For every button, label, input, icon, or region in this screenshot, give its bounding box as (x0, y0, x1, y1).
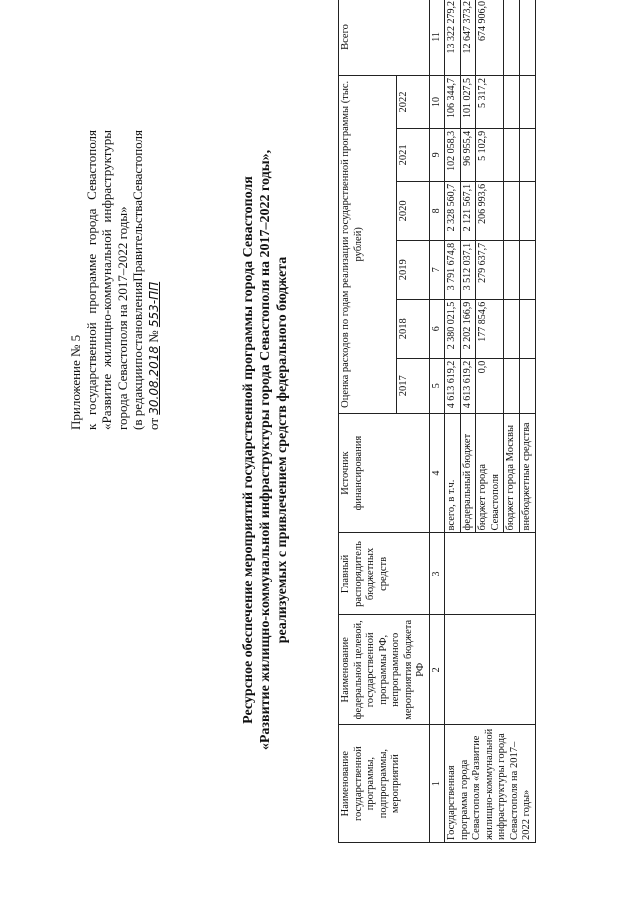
header-total: Всего (339, 0, 430, 75)
value-cell: 102 058,3 (445, 128, 461, 181)
column-number: 9 (429, 128, 445, 181)
title-line: Ресурсное обеспечение мероприятий государственной программы города Севастополя (241, 176, 256, 724)
value-cell: 13 322 279,2 (445, 0, 461, 75)
value-cell (519, 0, 535, 75)
annex-word: постановления (130, 281, 145, 365)
value-cell: 106 344,7 (445, 75, 461, 128)
value-cell: 2 380 021,5 (445, 299, 461, 358)
value-cell: 2 121 567,1 (460, 181, 476, 240)
resource-table (338, 0, 536, 843)
value-cell: 4 613 619,2 (445, 358, 461, 413)
value-cell: 4 613 619,2 (460, 358, 476, 413)
column-number: 2 (429, 615, 445, 725)
source-cell: федеральный бюджет (460, 413, 476, 533)
column-number: 7 (429, 240, 445, 299)
title-line: «Развитие жилищно-коммунальной инфраструктуры города Севастополя на 2017–2022 годы», (258, 149, 273, 751)
header-program-name: Наименование государственной программы, подпрограммы, мероприятий (339, 725, 430, 843)
table-row (445, 0, 461, 843)
value-cell (519, 128, 535, 181)
annex-word: Севастополя (83, 130, 99, 200)
annex-word: к (83, 423, 99, 430)
value-cell (519, 240, 535, 299)
program-name-cell: Государственная программа города Севастополя «Развитие жилищно-коммунальной инфраструктуры города Севастополя на 2017–2022 годы» (445, 725, 536, 843)
value-cell (519, 358, 535, 413)
annex-word: программе (83, 253, 99, 314)
header-budget-manager: Главный распорядитель бюджетных средств (339, 533, 430, 615)
value-cell: 5 102,9 (476, 128, 504, 181)
title-line: реализуемых с привлечением средств федерального бюджета (275, 256, 290, 644)
header-year: 2021 (397, 128, 429, 181)
annex-word: жилищно-коммунальной (99, 229, 114, 368)
source-cell: всего, в т.ч. (445, 413, 461, 533)
value-cell: 2 202 166,9 (460, 299, 476, 358)
header-funding-source: Источник финансирования (339, 413, 430, 533)
header-row (339, 0, 397, 843)
annex-word: «Развитие (99, 373, 114, 430)
value-cell: 3 791 674,8 (445, 240, 461, 299)
header-federal-program: Наименование федеральной целевой, государственной программы РФ, непрограммного мероприятия бюджета РФ (339, 615, 430, 725)
annex-word: Севастополя (130, 130, 145, 200)
value-cell (504, 181, 520, 240)
value-cell: 279 637,7 (476, 240, 504, 299)
annex-word: (в редакции (130, 364, 145, 430)
value-cell: 96 955,4 (460, 128, 476, 181)
value-cell: 12 647 373,2 (460, 0, 476, 75)
number-prefix: № (145, 330, 161, 343)
annex-word: Правительства (130, 199, 145, 282)
value-cell: 3 512 037,1 (460, 240, 476, 299)
value-cell (504, 0, 520, 75)
annex-number: Приложение № 5 (68, 334, 83, 430)
annex-line4: города Севастополя на 2017–2022 годы» (114, 206, 130, 430)
handwritten-date: 30.08.2018 (146, 346, 161, 415)
annex-line3 (99, 130, 115, 430)
value-cell: 2 328 560,7 (445, 181, 461, 240)
value-cell: 101 027,5 (460, 75, 476, 128)
annex-date-line (146, 130, 163, 430)
column-number-row (429, 0, 445, 843)
date-prefix: от (145, 417, 161, 430)
annex-header (68, 130, 162, 430)
source-cell: внебюджетные средства (519, 413, 535, 533)
annex-word: государственной (83, 322, 99, 415)
header-year: 2022 (397, 75, 429, 128)
value-cell: 206 993,6 (476, 181, 504, 240)
value-cell (504, 128, 520, 181)
value-cell: 5 317,2 (476, 75, 504, 128)
header-year: 2018 (397, 299, 429, 358)
column-number: 3 (429, 533, 445, 615)
value-cell: 0,0 (476, 358, 504, 413)
header-year: 2017 (397, 358, 429, 413)
value-cell: 674 906,0 (476, 0, 504, 75)
handwritten-number: 553-ПП (146, 281, 161, 328)
value-cell (519, 299, 535, 358)
annex-line2 (84, 130, 100, 430)
column-number: 8 (429, 181, 445, 240)
value-cell (504, 75, 520, 128)
value-cell (504, 299, 520, 358)
header-estimate: Оценка расходов по годам реализации государственной программы (тыс. рублей) (339, 75, 397, 413)
column-number: 6 (429, 299, 445, 358)
value-cell (519, 75, 535, 128)
header-year: 2020 (397, 181, 429, 240)
budget-manager-cell (445, 533, 536, 615)
document-title (240, 70, 291, 830)
source-cell: бюджет города Москвы (504, 413, 520, 533)
value-cell (504, 240, 520, 299)
value-cell: 177 854,6 (476, 299, 504, 358)
column-number: 1 (429, 725, 445, 843)
header-year: 2019 (397, 240, 429, 299)
annex-line5 (130, 130, 146, 430)
annex-word: города (83, 208, 99, 246)
source-cell: бюджет города Севастополя (476, 413, 504, 533)
annex-word: инфраструктуры (99, 130, 114, 223)
column-number: 10 (429, 75, 445, 128)
federal-program-cell (445, 615, 536, 725)
column-number: 5 (429, 358, 445, 413)
column-number: 11 (429, 0, 445, 75)
column-number: 4 (429, 413, 445, 533)
value-cell (519, 181, 535, 240)
value-cell (504, 358, 520, 413)
